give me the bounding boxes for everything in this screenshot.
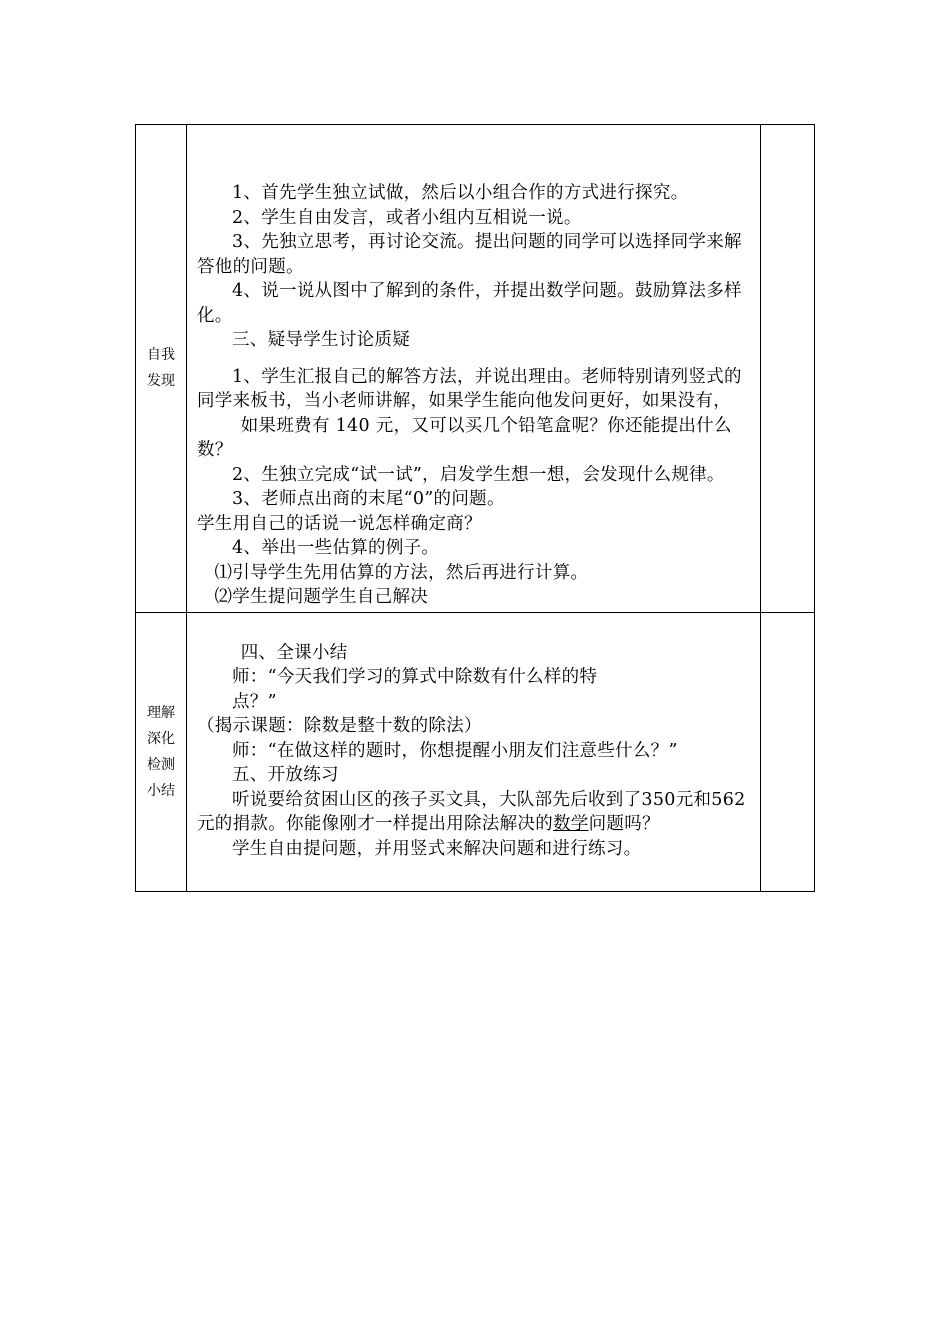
paragraph: 4、说一说从图中了解到的条件，并提出数学问题。鼓励算法多样化。 xyxy=(197,281,742,326)
paragraph: 师：“今天我们学习的算式中除数有什么样的特 xyxy=(232,667,598,687)
table-row xyxy=(136,612,815,892)
paragraph: 1、学生汇报自己的解答方法，并说出理由。老师特别请列竖式的同学来板书，当小老师讲解，如果学生能向他发问更好，如果没有， xyxy=(197,366,742,411)
paragraph: 点？” xyxy=(232,691,277,712)
paragraph: （揭示课题：除数是整十数的除法） xyxy=(197,716,482,736)
content-cell xyxy=(187,612,761,892)
lesson-plan-table xyxy=(135,124,815,892)
stage-label-line: 小结 xyxy=(147,782,175,799)
paragraph: 师：“在做这样的题时，你想提醒小朋友们注意些什么？” xyxy=(232,740,678,761)
section-heading: 四、全课小结 xyxy=(240,642,348,663)
paragraph: 如果班费有 140 元，又可以买几个铅笔盒呢？你还能提出什么数？ xyxy=(197,415,732,460)
blank-cell xyxy=(761,125,815,613)
stage-label-cell xyxy=(136,125,187,613)
stage-label-line: 理解 xyxy=(147,704,175,721)
stage-label-cell xyxy=(136,612,187,892)
underlined-word: 数学 xyxy=(553,814,589,834)
paragraph: 学生自由提问题，并用竖式来解决问题和进行练习。 xyxy=(232,838,642,859)
paragraph-text: 问题吗？ xyxy=(588,814,660,834)
paragraph: 3、先独立思考，再讨论交流。提出问题的同学可以选择同学来解答他的问题。 xyxy=(197,232,742,277)
stage-label-line: 自我 xyxy=(147,347,175,364)
paragraph: ⑴引导学生先用估算的方法，然后再进行计算。 xyxy=(214,562,589,583)
content-block xyxy=(187,613,760,892)
paragraph: 2、生独立完成“试一试”，启发学生想一想，会发现什么规律。 xyxy=(232,464,725,485)
section-heading: 三、疑导学生讨论质疑 xyxy=(232,330,410,350)
section-heading: 五、开放练习 xyxy=(232,765,339,785)
paragraph xyxy=(197,788,752,837)
table-row xyxy=(136,125,815,613)
paragraph-text: 听说要给贫困山区的孩子买文具，大队部先后收到了350元和562元的捐款。你能像刚才一样提出用除法解决的 xyxy=(197,789,746,834)
content-block xyxy=(187,125,760,612)
paragraph: 2、学生自由发言，或者小组内互相说一说。 xyxy=(232,207,582,228)
stage-label-line: 发现 xyxy=(147,373,175,390)
content-cell xyxy=(187,125,761,613)
stage-label-line: 深化 xyxy=(147,730,175,747)
stage-label-line: 检测 xyxy=(147,756,175,773)
paragraph: ⑵学生提问题学生自己解决 xyxy=(214,587,429,607)
blank-cell xyxy=(761,612,815,892)
paragraph: 3、老师点出商的末尾“0”的问题。 xyxy=(232,489,505,509)
paragraph: 4、举出一些估算的例子。 xyxy=(232,538,440,558)
paragraph: 学生用自己的话说一说怎样确定商？ xyxy=(197,513,482,534)
paragraph: 1、首先学生独立试做，然后以小组合作的方式进行探究。 xyxy=(232,183,689,203)
